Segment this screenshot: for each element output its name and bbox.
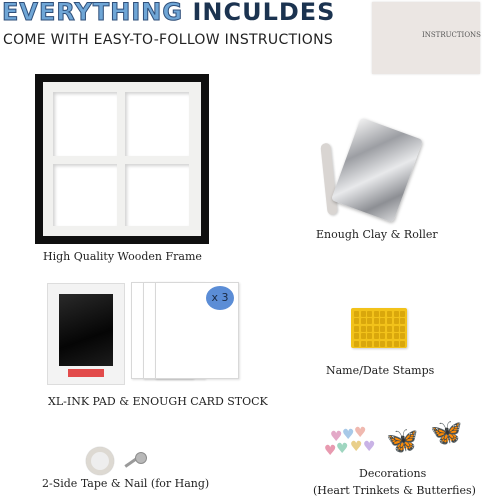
roller-image [320, 143, 337, 216]
stamp-letter-block [354, 318, 359, 324]
stamp-letter-block [354, 333, 359, 339]
frame-window [125, 92, 189, 156]
nail-image [135, 452, 147, 464]
stamp-letter-block [354, 326, 359, 332]
title-word-everything: EVERYTHING [2, 0, 184, 26]
frame-window [125, 164, 189, 226]
stamp-letter-block [374, 341, 379, 347]
frame-caption: High Quality Wooden Frame [43, 250, 202, 263]
stamp-letter-block [387, 318, 392, 324]
stamp-letter-block [380, 341, 385, 347]
stamp-letter-block [374, 333, 379, 339]
stamp-letter-block [380, 333, 385, 339]
instructions-card-label: INSTRUCTIONS [422, 31, 481, 39]
stamp-letter-block [380, 311, 385, 317]
subtitle: COME WITH EASY-TO-FOLLOW INSTRUCTIONS [3, 32, 334, 48]
stamp-letter-block [394, 326, 399, 332]
clay-pack-image [331, 117, 423, 222]
title-word-includes: INCULDES [192, 0, 336, 26]
stamp-letter-block [367, 326, 372, 332]
heart-trinket-icon: ♥ [336, 441, 349, 457]
stamp-letter-block [400, 333, 405, 339]
stamp-letter-block [387, 333, 392, 339]
stamp-letter-block [400, 318, 405, 324]
stamp-letter-block [361, 333, 366, 339]
frame-window [53, 92, 117, 156]
instructions-card-image [372, 2, 480, 74]
stamp-letter-block [387, 341, 392, 347]
heart-trinket-icon: ♥ [342, 427, 355, 443]
tape-roll-image [86, 447, 114, 475]
heart-trinket-icon: ♥ [330, 429, 343, 445]
stamp-letter-block [400, 311, 405, 317]
frame-mat [43, 82, 201, 236]
heart-trinket-icon: ♥ [350, 439, 363, 455]
stamp-letter-block [387, 311, 392, 317]
stamp-letter-block [367, 311, 372, 317]
clay-caption: Enough Clay & Roller [316, 228, 438, 241]
tape-caption: 2-Side Tape & Nail (for Hang) [42, 477, 210, 490]
stamp-letter-block [361, 326, 366, 332]
stamp-letter-block [367, 341, 372, 347]
stamp-letter-block [394, 318, 399, 324]
stamp-letter-block [361, 311, 366, 317]
stamps-caption: Name/Date Stamps [326, 364, 435, 377]
stamp-letter-block [400, 326, 405, 332]
stamp-letter-block [380, 326, 385, 332]
wooden-frame-image [35, 74, 209, 244]
stamp-letter-block [380, 318, 385, 324]
stamp-letter-block [374, 311, 379, 317]
stamp-letter-block [361, 318, 366, 324]
ink-pad-label [68, 369, 104, 377]
stamp-letter-block [387, 326, 392, 332]
frame-window [53, 164, 117, 226]
stamp-letter-block [354, 311, 359, 317]
letter-stamps-image [351, 308, 407, 348]
card-count-badge: x 3 [206, 286, 234, 310]
heart-trinket-icon: ♥ [354, 425, 367, 441]
stamp-letter-block [400, 341, 405, 347]
stamp-letter-block [394, 333, 399, 339]
heart-trinket-icon: ♥ [324, 443, 337, 459]
ink-pad-surface [59, 294, 113, 366]
stamp-letter-block [394, 311, 399, 317]
stamp-letter-block [361, 341, 366, 347]
butterfly-icon: 🦋 [386, 426, 419, 456]
decorations-caption-line1: Decorations [359, 467, 427, 480]
heart-trinket-icon: ♥ [363, 439, 376, 455]
stamp-letter-block [367, 318, 372, 324]
page-title [2, 0, 335, 26]
stamp-letter-block [354, 341, 359, 347]
butterfly-icon: 🦋 [430, 418, 463, 448]
decorations-caption-line2: (Heart Trinkets & Butterfies) [313, 484, 476, 497]
inkpad-caption: XL-INK PAD & ENOUGH CARD STOCK [48, 395, 268, 408]
stamp-letter-block [367, 333, 372, 339]
stamp-letter-block [394, 341, 399, 347]
stamp-letter-block [374, 326, 379, 332]
stamp-letter-block [374, 318, 379, 324]
ink-pad-image [47, 283, 125, 385]
